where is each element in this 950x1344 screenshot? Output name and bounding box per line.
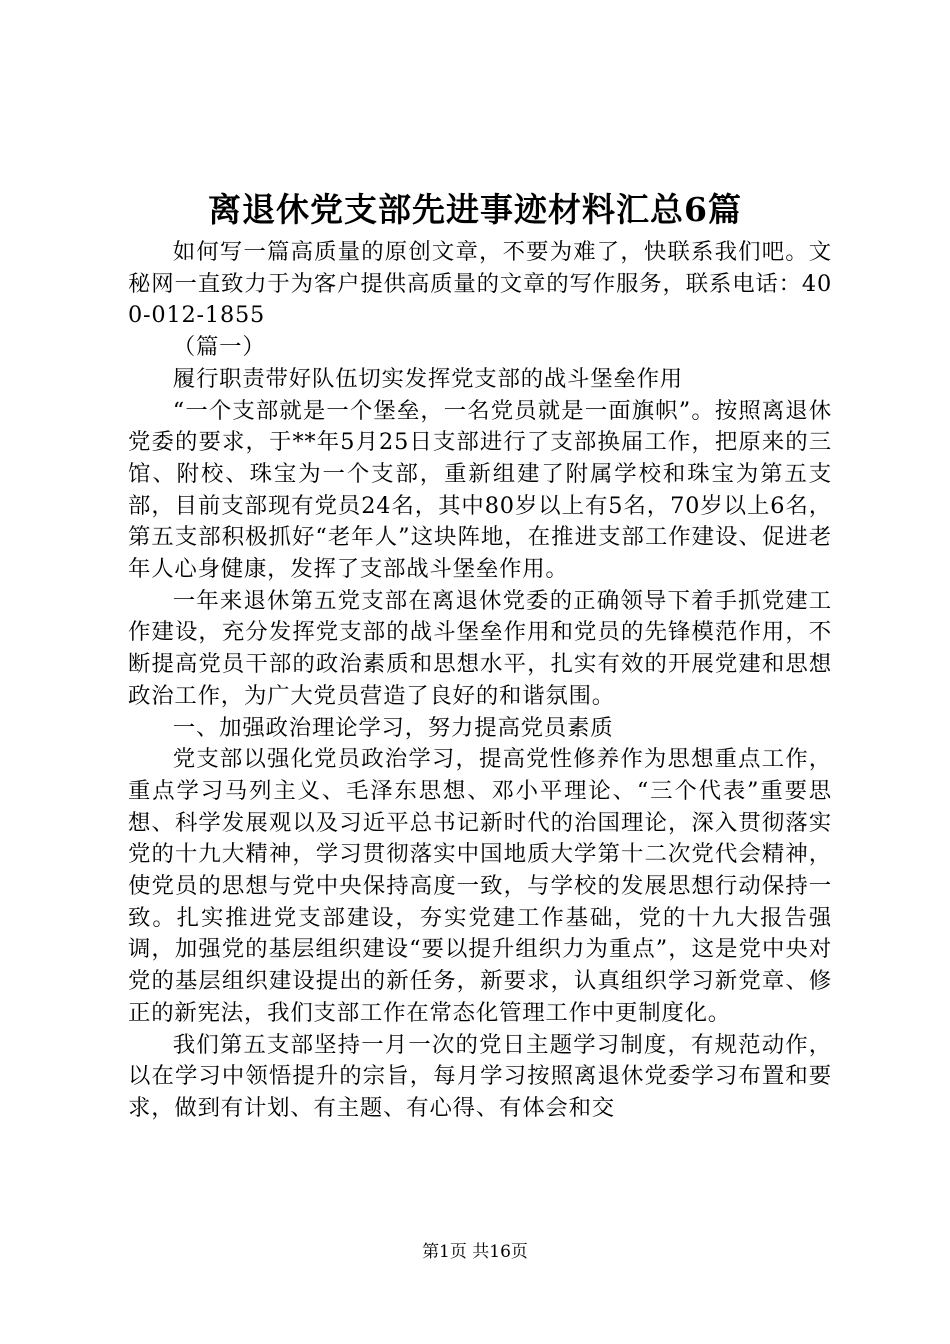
paragraph-intro: 如何写一篇高质量的原创文章，不要为难了，快联系我们吧。文秘网一直致力于为客户提供高质量的文章的写作服务，联系电话：400-012-1855 <box>128 239 832 329</box>
paragraph-subtitle: 履行职责带好队伍切实发挥党支部的战斗堡垒作用 <box>172 365 683 392</box>
paragraph-heading: 一、加强政治理论学习，努力提高党员素质 <box>172 714 614 741</box>
document-body <box>128 237 832 1125</box>
paragraph-body: 党支部以强化党员政治学习，提高党性修养作为思想重点工作，重点学习马列主义、毛泽东思想、邓小平理论、“三个代表”重要思想、科学发展观以及习近平总书记新时代的治国理论，深入贯彻落实党的十九大精神，学习贯彻落实中国地质大学第十二次党代会精神，使党员的思想与党中央保持高度一致，与学校的发展思想行动保持一致。扎实推进党支部建设，夯实党建工作基础，党的十九大报告强调，加强党的基层组织建设“要以提升组织力为重点”，这是党中央对党的基层组织建设提出的新任务，新要求，认真组织学习新党章、修正的新宪法，我们支部工作在常态化管理工作中更制度化。 <box>128 746 832 1026</box>
paragraph-body: 我们第五支部坚持一月一次的党日主题学习制度，有规范动作，以在学习中领悟提升的宗旨，每月学习按照离退休党委学习布置和要求，做到有计划、有主题、有心得、有体会和交 <box>128 1031 832 1121</box>
paragraph-body: “一个支部就是一个堡垒，一名党员就是一面旗帜”。按照离退休党委的要求，于**年5月25日支部进行了支部换届工作，把原来的三馆、附校、珠宝为一个支部，重新组建了附属学校和珠宝为第五支部，目前支部现有党员24名，其中80岁以上有5名，70岁以上6名，第五支部积极抓好“老年人”这块阵地，在推进支部工作建设、促进老年人心身健康，发挥了支部战斗堡垒作用。 <box>128 397 832 583</box>
document-title: 离退休党支部先进事迹材料汇总6篇 <box>208 190 742 229</box>
page-footer: 第1页 共16页 <box>422 1242 528 1262</box>
paragraph-body: 一年来退休第五党支部在离退休党委的正确领导下着手抓党建工作建设，充分发挥党支部的战斗堡垒作用和党员的先锋模范作用，不断提高党员干部的政治素质和思想水平，扎实有效的开展党建和思想政治工作，为广大党员营造了良好的和谐氛围。 <box>128 587 832 709</box>
paragraph-section-label: （篇一） <box>172 334 266 361</box>
